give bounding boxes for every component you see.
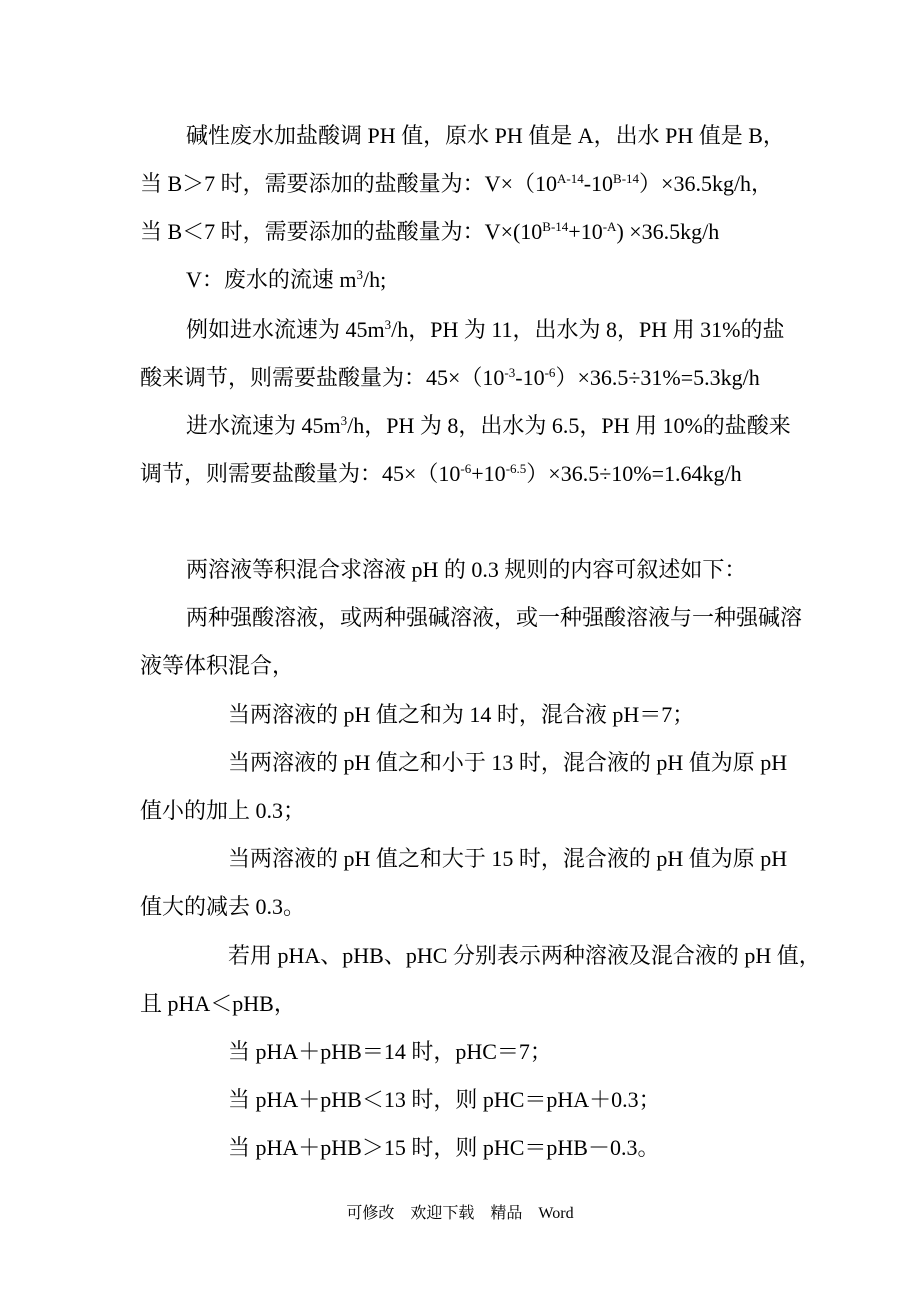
text-line (140, 797, 305, 825)
text-line (140, 652, 294, 680)
text-line (228, 942, 821, 970)
text-run: ）×36.5÷31%=5.3kg/h (555, 365, 760, 390)
superscript-exponent: 3 (384, 317, 392, 332)
superscript-exponent: -3 (504, 365, 516, 380)
text-run: /h; (363, 267, 387, 292)
text-run: 两种强酸溶液，或两种强碱溶液，或一种强酸溶液与一种强碱溶 (186, 605, 803, 630)
text-run: 值小的加上 0.3； (140, 798, 306, 823)
text-run: V：废水的流速 m (186, 267, 357, 292)
superscript-exponent: -6 (544, 365, 556, 380)
text-run: 当 pHA＋pHB＝14 时，pHC＝7； (228, 1039, 552, 1064)
text-run: ）×36.5kg/h， (639, 171, 774, 196)
text-line (186, 556, 746, 584)
superscript-exponent: 3 (356, 267, 364, 282)
text-run: ) ×36.5kg/h (616, 219, 720, 244)
text-line (228, 845, 787, 873)
text-run: 进水流速为 45m (186, 413, 341, 438)
text-line (140, 218, 719, 246)
text-line (186, 266, 386, 294)
text-run: 调节，则需要盐酸量为：45×（10 (140, 461, 461, 486)
text-line (140, 460, 742, 488)
text-run: -10 (583, 171, 614, 196)
text-run: 酸来调节，则需要盐酸量为：45×（10 (140, 365, 505, 390)
text-run: 当两溶液的 pH 值之和小于 13 时，混合液的 pH 值为原 pH (228, 750, 788, 775)
superscript-exponent: -6 (460, 461, 472, 476)
superscript-exponent: B-14 (613, 171, 640, 186)
text-line (228, 701, 694, 729)
text-run: 液等体积混合， (140, 653, 295, 678)
text-run: +10 (471, 461, 506, 486)
superscript-exponent: A-14 (556, 171, 584, 186)
text-run: /h，PH 为 11，出水为 8，PH 用 31%的盐 (391, 317, 785, 342)
text-run: 若用 pHA、pHB、pHC 分别表示两种溶液及混合液的 pH 值， (228, 943, 821, 968)
text-run: 当 pHA＋pHB＜13 时，则 pHC＝pHA＋0.3； (228, 1087, 661, 1112)
text-line (140, 170, 773, 198)
text-line (186, 604, 802, 632)
text-run: +10 (568, 219, 603, 244)
text-run: 值大的减去 0.3。 (140, 894, 306, 919)
superscript-exponent: -A (602, 219, 617, 234)
text-line (228, 1038, 552, 1066)
superscript-exponent: B-14 (542, 219, 569, 234)
text-run: 当两溶液的 pH 值之和大于 15 时，混合液的 pH 值为原 pH (228, 846, 788, 871)
text-run: 当 B＜7 时，需要添加的盐酸量为：V×(10 (140, 219, 543, 244)
text-run: 当 B＞7 时，需要添加的盐酸量为：V×（10 (140, 171, 557, 196)
superscript-exponent: -6.5 (505, 461, 527, 476)
text-run: /h，PH 为 8，出水为 6.5，PH 用 10%的盐酸来 (347, 413, 791, 438)
text-line (186, 412, 791, 440)
superscript-exponent: 3 (340, 413, 348, 428)
text-run: -10 (515, 365, 545, 390)
text-line (140, 893, 305, 921)
text-run: 两溶液等积混合求溶液 pH 的 0.3 规则的内容可叙述如下： (186, 557, 747, 582)
text-run: 当 pHA＋pHB＞15 时，则 pHC＝pHB－0.3。 (228, 1135, 660, 1160)
text-line (186, 316, 785, 344)
text-line (186, 122, 785, 150)
text-line (228, 1134, 659, 1162)
page-footer: 可修改 欢迎下载 精品 Word (346, 1205, 574, 1222)
text-line (140, 364, 760, 392)
text-run: 且 pHA＜pHB， (140, 991, 296, 1016)
text-run: 当两溶液的 pH 值之和为 14 时，混合液 pH＝7； (228, 702, 695, 727)
text-run: 碱性废水加盐酸调 PH 值，原水 PH 值是 A，出水 PH 值是 B， (186, 123, 785, 148)
text-line (228, 749, 787, 777)
text-run: 例如进水流速为 45m (186, 317, 385, 342)
text-line (140, 990, 296, 1018)
text-run: ）×36.5÷10%=1.64kg/h (526, 461, 742, 486)
text-line (228, 1086, 661, 1114)
